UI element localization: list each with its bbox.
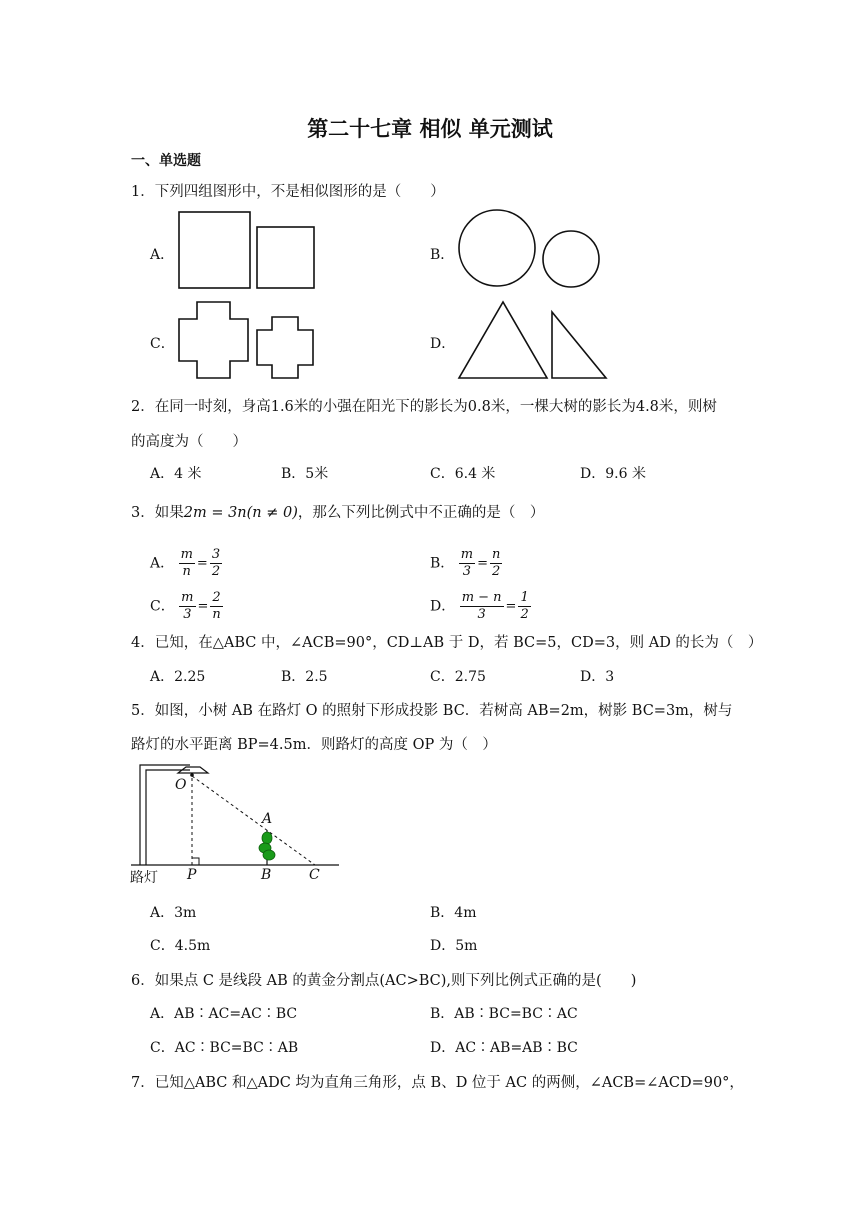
q3-b-left-fraction: $\frac{m}{3}$ bbox=[460, 547, 474, 579]
q5-option-d: D．5m bbox=[430, 938, 478, 954]
q5-stem-line1: 5．如图，小树 AB 在路灯 O 的照射下形成投影 BC．若树高 AB=2m，树影 BC=3m，树与 bbox=[131, 703, 733, 719]
q2-option-b: B．5米 bbox=[281, 466, 329, 482]
q3-option-b: B． $\frac{m}{3}$ = $\frac{n}{2}$ bbox=[430, 547, 501, 579]
q4-option-b: B．2.5 bbox=[281, 669, 328, 685]
q3-stem-math: 2m = 3n(n ≠ 0) bbox=[183, 505, 298, 521]
q4-option-c: C．2.75 bbox=[430, 669, 486, 685]
q2-option-d: D．9.6 米 bbox=[580, 466, 646, 482]
q3-option-d: D． $\frac{m - n}{3}$ = $\frac{1}{2}$ bbox=[430, 590, 529, 622]
label-streetlight: 路灯 bbox=[130, 870, 158, 886]
right-angle-mark bbox=[192, 858, 199, 865]
label-a: A bbox=[262, 811, 273, 827]
q2-stem-line1: 2．在同一时刻，身高1.6米的小强在阳光下的影长为0.8米，一棵大树的影长为4.8米，则树 bbox=[131, 399, 717, 415]
q6-stem: 6．如果点 C 是线段 AB 的黄金分割点(AC>BC),则下列比例式正确的是( ) bbox=[131, 973, 637, 989]
q4-stem: 4．已知，在△ABC 中，∠ACB=90°，CD⊥AB 于 D，若 BC=5，CD=3，则 AD 的长为（ ） bbox=[131, 635, 763, 651]
q6-option-d: D．AC∶AB=AB∶BC bbox=[430, 1040, 578, 1056]
label-p: P bbox=[187, 867, 197, 883]
lamp-shade bbox=[178, 767, 208, 773]
label-o: O bbox=[175, 777, 187, 793]
q5-option-c: C．4.5m bbox=[150, 938, 211, 954]
q2-option-c: C．6.4 米 bbox=[430, 466, 496, 482]
q2-stem-line2: 的高度为（ ） bbox=[131, 434, 247, 450]
q1-label-b: B． bbox=[430, 247, 455, 263]
label-b: B bbox=[261, 867, 272, 883]
q6-option-c: C．AC∶BC=BC∶AB bbox=[150, 1040, 299, 1056]
q6-option-a: A．AB∶AC=AC∶BC bbox=[150, 1006, 298, 1022]
q3-label-a: A． bbox=[150, 555, 175, 572]
q3-stem-pre: 3．如果 bbox=[131, 505, 184, 521]
q1-label-a: A． bbox=[150, 247, 175, 263]
q2-option-a: A．4 米 bbox=[150, 466, 202, 482]
q5-stem-line2: 路灯的水平距离 BP=4.5m．则路灯的高度 OP 为（ ） bbox=[131, 737, 497, 753]
q1-stem: 1．下列四组图形中，不是相似图形的是（ ） bbox=[131, 184, 445, 200]
page-title: 第二十七章 相似 单元测试 bbox=[307, 116, 553, 141]
q1-label-d: D． bbox=[430, 336, 456, 352]
q3-d-left-fraction: $\frac{m - n}{3}$ bbox=[461, 590, 502, 622]
q3-option-c: C． $\frac{m}{3}$ = $\frac{2}{n}$ bbox=[150, 590, 221, 622]
q5-option-b: B．4m bbox=[430, 905, 477, 921]
q3-d-right-fraction: $\frac{1}{2}$ bbox=[520, 590, 529, 622]
q3-b-right-fraction: $\frac{n}{2}$ bbox=[491, 547, 501, 579]
q3-label-d: D． bbox=[430, 598, 456, 615]
q3-c-left-fraction: $\frac{m}{3}$ bbox=[181, 590, 194, 622]
q1-label-c: C． bbox=[150, 336, 175, 352]
q3-label-c: C． bbox=[150, 598, 175, 615]
q7-stem: 7．已知△ABC 和△ADC 均为直角三角形，点 B、D 位于 AC 的两侧，∠ACB=∠ACD=90°， bbox=[131, 1075, 744, 1091]
q6-option-b: B．AB∶BC=BC∶AC bbox=[430, 1006, 578, 1022]
q3-c-right-fraction: $\frac{2}{n}$ bbox=[212, 590, 221, 622]
dashed-oc bbox=[192, 776, 315, 865]
q3-a-right-fraction: $\frac{3}{2}$ bbox=[211, 547, 221, 579]
section-heading: 一、单选题 bbox=[131, 153, 201, 169]
tree-icon bbox=[259, 832, 275, 860]
q3-stem-post: ，那么下列比例式中不正确的是（ ） bbox=[297, 505, 545, 521]
label-c: C bbox=[309, 867, 320, 883]
q4-option-d: D．3 bbox=[580, 669, 615, 685]
q4-option-a: A．2.25 bbox=[150, 669, 206, 685]
q5-option-a: A．3m bbox=[150, 905, 197, 921]
q3-a-left-fraction: $\frac{m}{n}$ bbox=[180, 547, 193, 579]
q3-option-a: A． $\frac{m}{n}$ = $\frac{3}{2}$ bbox=[150, 547, 221, 579]
q3-label-b: B． bbox=[430, 555, 455, 572]
